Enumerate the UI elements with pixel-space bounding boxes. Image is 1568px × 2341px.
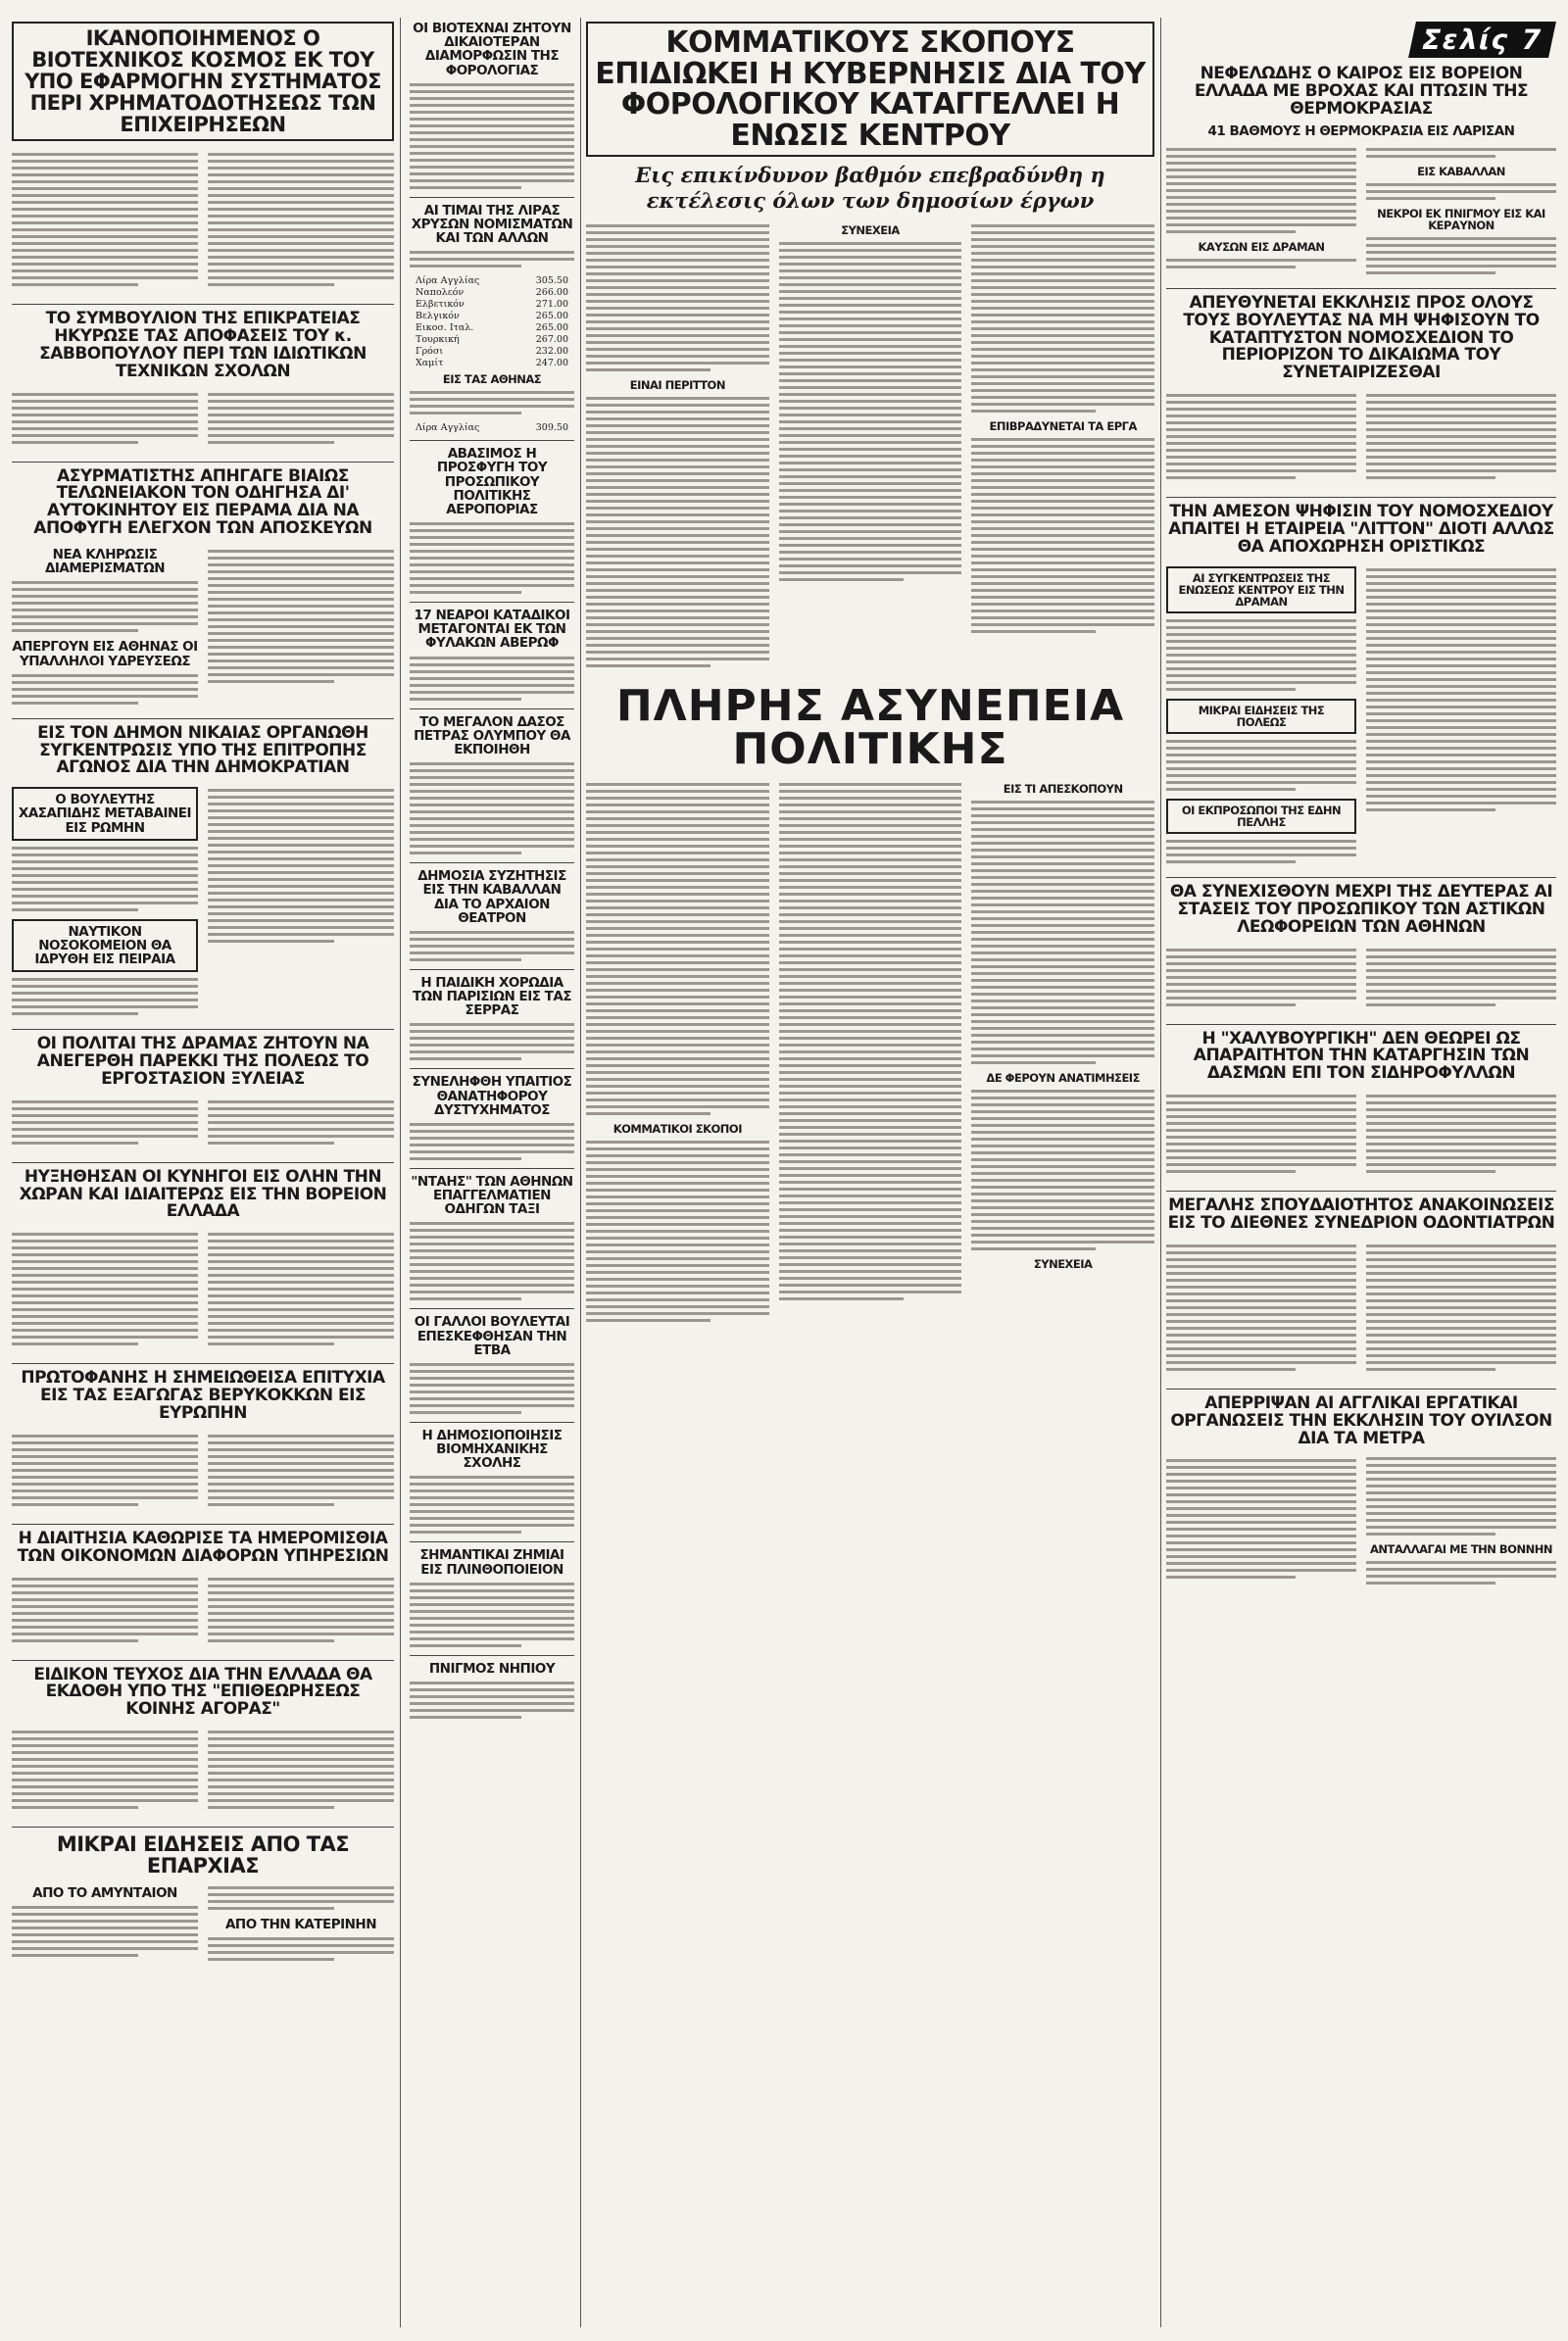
headline: ΤΗΝ ΑΜΕΣΟΝ ΨΗΦΙΣΙΝ ΤΟΥ ΝΟΜΟΣΧΕΔΙΟΥ ΑΠΑΙΤΕΙ Η ΕΤΑΙΡΕΙΑ "ΛΙΤΤΟΝ" ΔΙΟΤΙ ΑΛΛΩΣ ΘΑ ΑΠΟΧΩΡΗΣΗ ΟΡΙΣΤΙΚΩΣ [1168, 502, 1554, 557]
lead-headline: ΚΟΜΜΑΤΙΚΟΥΣ ΣΚΟΠΟΥΣ ΕΠΙΔΙΩΚΕΙ Η ΚΥΒΕΡΝΗΣΙΣ ΔΙΑ ΤΟΥ ΦΟΡΟΛΟΓΙΚΟΥ ΚΑΤΑΓΓΕΛΛΕΙ Η ΕΝΩΣΙΣ ΚΕΝΤΡΟΥ [586, 22, 1154, 157]
subhead: ΑΝΤΑΛΛΑΓΑΙ ΜΕ ΤΗΝ ΒΟΝΝΗΝ [1370, 1542, 1552, 1557]
gold-price-table [416, 275, 568, 369]
subhead: ΣΥΝΕΧΕΙΑ [841, 222, 900, 237]
banner-headline: ΠΛΗΡΗΣ ΑΣΥΝΕΠΕΙΑ ΠΟΛΙΤΙΚΗΣ [615, 680, 1125, 774]
headline: ΔΗΜΟΣΙΑ ΣΥΖΗΤΗΣΙΣ ΕΙΣ ΤΗΝ ΚΑΒΑΛΛΑΝ ΔΙΑ ΤΟ ΑΡΧΑΙΟΝ ΘΕΑΤΡΟΝ [417, 868, 566, 926]
table-row: Χαμίτ 247.00 [416, 358, 568, 369]
headline: ΑΙ ΣΥΓΚΕΝΤΡΩΣΕΙΣ ΤΗΣ ΕΝΩΣΕΩΣ ΚΕΝΤΡΟΥ ΕΙΣ ΤΗΝ ΔΡΑΜΑΝ [1166, 566, 1356, 613]
headline: "ΝΤΑΗΣ" ΤΩΝ ΑΘΗΝΩΝ ΕΠΑΓΓΕΛΜΑΤΙΕΝ ΟΔΗΓΩΝ ΤΑΞΙ [411, 1173, 573, 1218]
price-note [416, 422, 568, 434]
headline: ΜΙΚΡΑΙ ΕΙΔΗΣΕΙΣ ΤΗΣ ΠΟΛΕΩΣ [1166, 699, 1356, 734]
table-row: Ναπολεόν 266.00 [416, 287, 568, 299]
column-a [12, 18, 394, 2327]
headline: Η ΔΙΑΙΤΗΣΙΑ ΚΑΘΩΡΙΣΕ ΤΑ ΗΜΕΡΟΜΙΣΘΙΑ ΤΩΝ ΟΙΚΟΝΟΜΩΝ ΔΙΑΦΟΡΩΝ ΥΠΗΡΕΣΙΩΝ [17, 1528, 389, 1566]
subhead: ΕΙΣ ΤΙ ΑΠΕΣΚΟΠΟΥΝ [1003, 781, 1123, 796]
headline: ΟΙ ΓΑΛΛΟΙ ΒΟΥΛΕΥΤΑΙ ΕΠΕΣΚΕΦΘΗΣΑΝ ΤΗΝ ΕΤΒΑ [414, 1314, 570, 1358]
table-row: Γρόσι 232.00 [416, 346, 568, 358]
headline: ΟΙ ΠΟΛΙΤΑΙ ΤΗΣ ΔΡΑΜΑΣ ΖΗΤΟΥΝ ΝΑ ΑΝΕΓΕΡΘΗ ΠΑΡΕΚΚΙ ΤΗΣ ΠΟΛΕΩΣ ΤΟ ΕΡΓΟΣΤΑΣΙΟΝ ΞΥΛΕΙΑΣ [36, 1034, 369, 1089]
subhead: ΕΙΝΑΙ ΠΕΡΙΤΤΟΝ [629, 377, 725, 392]
subhead: ΚΟΜΜΑΤΙΚΟΙ ΣΚΟΠΟΙ [612, 1121, 742, 1136]
headline: ΙΚΑΝΟΠΟΙΗΜΕΝΟΣ Ο ΒΙΟΤΕΧΝΙΚΟΣ ΚΟΣΜΟΣ ΕΚ ΤΟΥ ΥΠΟ ΕΦΑΡΜΟΓΗΝ ΣΥΣΤΗΜΑΤΟΣ ΠΕΡΙ ΧΡΗΜΑΤΟΔΟΤΗΣΕΩΣ ΤΩΝ ΕΠΙΧΕΙΡΗΣΕΩΝ [12, 22, 394, 141]
headline: ΑΒΑΣΙΜΟΣ Η ΠΡΟΣΦΥΓΗ ΤΟΥ ΠΡΟΣΩΠΙΚΟΥ ΠΟΛΙΤΙΚΗΣ ΑΕΡΟΠΟΡΙΑΣ [436, 446, 548, 517]
headline: Ο ΒΟΥΛΕΥΤΗΣ ΧΑΣΑΠΙΔΗΣ ΜΕΤΑΒΑΙΝΕΙ ΕΙΣ ΡΩΜΗΝ [12, 787, 198, 841]
headline: ΠΡΩΤΟΦΑΝΗΣ Η ΣΗΜΕΙΩΘΕΙΣΑ ΕΠΙΤΥΧΙΑ ΕΙΣ ΤΑΣ ΕΞΑΓΩΓΑΣ ΒΕΡΥΚΟΚΚΩΝ ΕΙΣ ΕΥΡΩΠΗΝ [21, 1368, 385, 1423]
column-b [410, 18, 574, 2327]
column-rule [1160, 18, 1161, 2327]
subhead: ΚΑΥΣΩΝ ΕΙΣ ΔΡΑΜΑΝ [1198, 239, 1325, 254]
subhead: ΣΥΝΕΧΕΙΑ [1033, 1256, 1093, 1271]
headline: ΟΙ ΒΙΟΤΕΧΝΑΙ ΖΗΤΟΥΝ ΔΙΚΑΙΟΤΕΡΑΝ ΔΙΑΜΟΡΦΩΣΙΝ ΤΗΣ ΦΟΡΟΛΟΓΙΑΣ [413, 21, 571, 78]
headline: ΝΕΦΕΛΩΔΗΣ Ο ΚΑΙΡΟΣ ΕΙΣ ΒΟΡΕΙΟΝ ΕΛΛΑΔΑ ΜΕ ΒΡΟΧΑΣ ΚΑΙ ΠΤΩΣΙΝ ΤΗΣ ΘΕΡΜΟΚΡΑΣΙΑΣ [1194, 64, 1529, 119]
subhead: ΕΠΙΒΡΑΔΥΝΕΤΑΙ ΤΑ ΕΡΓΑ [989, 418, 1137, 433]
headline: ΣΗΜΑΝΤΙΚΑΙ ΖΗΜΙΑΙ ΕΙΣ ΠΛΙΝΘΟΠΟΙΕΙΟΝ [419, 1547, 564, 1578]
subhead: ΔΕ ΦΕΡΟΥΝ ΑΝΑΤΙΜΗΣΕΙΣ [986, 1070, 1140, 1085]
headline: ΜΙΚΡΑΙ ΕΙΔΗΣΕΙΣ ΑΠΟ ΤΑΣ ΕΠΑΡΧΙΑΣ [56, 1832, 350, 1878]
headline: ΕΙΔΙΚΟΝ ΤΕΥΧΟΣ ΔΙΑ ΤΗΝ ΕΛΛΑΔΑ ΘΑ ΕΚΔΟΘΗ ΥΠΟ ΤΗΣ "ΕΠΙΘΕΩΡΗΣΕΩΣ ΚΟΙΝΗΣ ΑΓΟΡΑΣ" [33, 1664, 372, 1720]
headline: ΠΝΙΓΜΟΣ ΝΗΠΙΟΥ [428, 1660, 556, 1677]
headline: ΝΕΑ ΚΛΗΡΩΣΙΣ ΔΙΑΜΕΡΙΣΜΑΤΩΝ [44, 546, 166, 577]
table-row: Λίρα Αγγλίας 305.50 [416, 275, 568, 287]
headline: ΣΥΝΕΛΗΦΘΗ ΥΠΑΙΤΙΟΣ ΘΑΝΑΤΗΦΟΡΟΥ ΔΥΣΤΥΧΗΜΑΤΟΣ [412, 1074, 572, 1118]
headline: ΑΣΥΡΜΑΤΙΣΤΗΣ ΑΠΗΓΑΓΕ ΒΙΑΙΩΣ ΤΕΛΩΝΕΙΑΚΟΝ ΤΟΝ ΟΔΗΓΗΣΑ ΔΙ' ΑΥΤΟΚΙΝΗΤΟΥ ΕΙΣ ΠΕΡΑΜΑ ΔΙΑ ΝΑ ΑΠΟΦΥΓΗ ΕΛΕΓΧΟΝ ΤΩΝ ΑΠΟΣΚΕΥΩΝ [33, 465, 372, 539]
column-rule [580, 18, 581, 2327]
headline: ΗΥΞΗΘΗΣΑΝ ΟΙ ΚΥΝΗΓΟΙ ΕΙΣ ΟΛΗΝ ΤΗΝ ΧΩΡΑΝ ΚΑΙ ΙΔΙΑΙΤΕΡΩΣ ΕΙΣ ΤΗΝ ΒΟΡΕΙΟΝ ΕΛΛΑΔΑ [19, 1166, 387, 1222]
subhead: ΕΙΣ ΚΑΒΑΛΛΑΝ [1417, 164, 1505, 178]
column-d [1166, 18, 1556, 2327]
lead-subheadline: Εις επικίνδυνον βαθμόν επεβραδύνθη η εκτέλεσις όλων των δημοσίων έργων [635, 163, 1105, 214]
headline: Η ΔΗΜΟΣΙΟΠΟΙΗΣΙΣ ΒΙΟΜΗΧΑΝΙΚΗΣ ΣΧΟΛΗΣ [421, 1427, 563, 1472]
headline: Η ΠΑΙΔΙΚΗ ΧΟΡΩΔΙΑ ΤΩΝ ΠΑΡΙΣΙΩΝ ΕΙΣ ΤΑΣ ΣΕΡΡΑΣ [412, 974, 572, 1019]
headline: ΤΟ ΣΥΜΒΟΥΛΙΟΝ ΤΗΣ ΕΠΙΚΡΑΤΕΙΑΣ ΗΚΥΡΩΣΕ ΤΑΣ ΑΠΟΦΑΣΕΙΣ ΤΟΥ κ. ΣΑΒΒΟΠΟΥΛΟΥ ΠΕΡΙ ΤΩΝ ΙΔΙΩΤΙΚΩΝ ΤΕΧΝΙΚΩΝ ΣΧΟΛΩΝ [39, 309, 367, 381]
headline: 17 ΝΕΑΡΟΙ ΚΑΤΑΔΙΚΟΙ ΜΕΤΑΓΟΝΤΑΙ ΕΚ ΤΩΝ ΦΥΛΑΚΩΝ ΑΒΕΡΩΦ [414, 608, 570, 652]
column-rule [400, 18, 401, 2327]
table-row: Ελβετικόν 271.00 [416, 299, 568, 311]
headline: ΘΑ ΣΥΝΕΧΙΣΘΟΥΝ ΜΕΧΡΙ ΤΗΣ ΔΕΥΤΕΡΑΣ ΑΙ ΣΤΑΣΕΙΣ ΤΟΥ ΠΡΟΣΩΠΙΚΟΥ ΤΩΝ ΑΣΤΙΚΩΝ ΛΕΩΦΟΡΕΙΩΝ ΤΩΝ ΑΘΗΝΩΝ [1169, 882, 1553, 937]
headline: ΜΕΓΑΛΗΣ ΣΠΟΥΔΑΙΟΤΗΤΟΣ ΑΝΑΚΟΙΝΩΣΕΙΣ ΕΙΣ ΤΟ ΔΙΕΘΝΕΣ ΣΥΝΕΔΡΙΟΝ ΟΔΟΝΤΙΑΤΡΩΝ [1167, 1195, 1555, 1233]
headline: ΤΟ ΜΕΓΑΛΟΝ ΔΑΣΟΣ ΠΕΤΡΑΣ ΟΛΥΜΠΟΥ ΘΑ ΕΚΠΟΙΗΘΗ [414, 713, 570, 757]
subhead: ΝΕΚΡΟΙ ΕΚ ΠΝΙΓΜΟΥ ΕΙΣ ΚΑΙ ΚΕΡΑΥΝΟΝ [1377, 206, 1545, 232]
subhead: ΕΙΣ ΤΑΣ ΑΘΗΝΑΣ [442, 372, 542, 387]
page-number-badge: Σελίς 7 [1408, 22, 1556, 58]
table-row: Λίρα Αγγλίας 309.50 [416, 422, 568, 434]
table-row: Βελγικόν 265.00 [416, 311, 568, 322]
headline: ΑΠΕΡΓΟΥΝ ΕΙΣ ΑΘΗΝΑΣ ΟΙ ΥΠΑΛΛΗΛΟΙ ΥΔΡΕΥΣΕΩΣ [12, 639, 198, 669]
headline: ΝΑΥΤΙΚΟΝ ΝΟΣΟΚΟΜΕΙΟΝ ΘΑ ΙΔΡΥΘΗ ΕΙΣ ΠΕΙΡΑΙΑ [12, 919, 198, 973]
headline: ΕΙΣ ΤΟΝ ΔΗΜΟΝ ΝΙΚΑΙΑΣ ΟΡΓΑΝΩΘΗ ΣΥΓΚΕΝΤΡΩΣΙΣ ΥΠΟ ΤΗΣ ΕΠΙΤΡΟΠΗΣ ΑΓΩΝΟΣ ΔΙΑ ΤΗΝ ΔΗΜΟΚΡΑΤΙΑΝ [37, 722, 368, 778]
headline: ΑΠΟ ΤΟ ΑΜΥΝΤΑΙΟΝ [32, 1885, 177, 1902]
headline: ΑΠΟ ΤΗΝ ΚΑΤΕΡΙΝΗΝ [224, 1917, 377, 1933]
headline: ΑΠΕΥΘΥΝΕΤΑΙ ΕΚΚΛΗΣΙΣ ΠΡΟΣ ΟΛΟΥΣ ΤΟΥΣ ΒΟΥΛΕΥΤΑΣ ΝΑ ΜΗ ΨΗΦΙΣΟΥΝ ΤΟ ΚΑΤΑΠΤΥΣΤΟΝ ΝΟΜΟΣΧΕΔΙΟΝ ΤΟ ΠΕΡΙΟΡΙΖΟΝ ΤΟ ΔΙΚΑΙΩΜΑ ΤΟΥ ΣΥΝΕΤΑΙΡΙΖΕΣΘΑΙ [1183, 292, 1540, 383]
headline: 41 ΒΑΘΜΟΥΣ Η ΘΕΡΜΟΚΡΑΣΙΑ ΕΙΣ ΛΑΡΙΣΑΝ [1207, 122, 1515, 139]
headline: ΑΙ ΤΙΜΑΙ ΤΗΣ ΛΙΡΑΣ ΧΡΥΣΩΝ ΝΟΜΙΣΜΑΤΩΝ ΚΑΙ ΤΩΝ ΑΛΛΩΝ [411, 202, 573, 247]
headline: Η "ΧΑΛΥΒΟΥΡΓΙΚΗ" ΔΕΝ ΘΕΩΡΕΙ ΩΣ ΑΠΑΡΑΙΤΗΤΟΝ ΤΗΝ ΚΑΤΑΡΓΗΣΙΝ ΤΩΝ ΔΑΣΜΩΝ ΕΠΙ ΤΟΝ ΣΙΔΗΡΟΦΥΛΛΩΝ [1193, 1028, 1530, 1084]
table-row: Τουρκική 267.00 [416, 334, 568, 346]
headline: ΟΙ ΕΚΠΡΟΣΩΠΟΙ ΤΗΣ ΕΔΗΝ ΠΕΛΛΗΣ [1166, 799, 1356, 834]
column-c [586, 18, 1154, 2327]
headline: ΑΠΕΡΡΙΨΑΝ ΑΙ ΑΓΓΛΙΚΑΙ ΕΡΓΑΤΙΚΑΙ ΟΡΓΑΝΩΣΕΙΣ ΤΗΝ ΕΚΚΛΗΣΙΝ ΤΟΥ ΟΥΙΛΣΟΝ ΔΙΑ ΤΑ ΜΕΤΡΑ [1170, 1392, 1552, 1448]
table-row: Εικοσ. Ιταλ. 265.00 [416, 322, 568, 334]
